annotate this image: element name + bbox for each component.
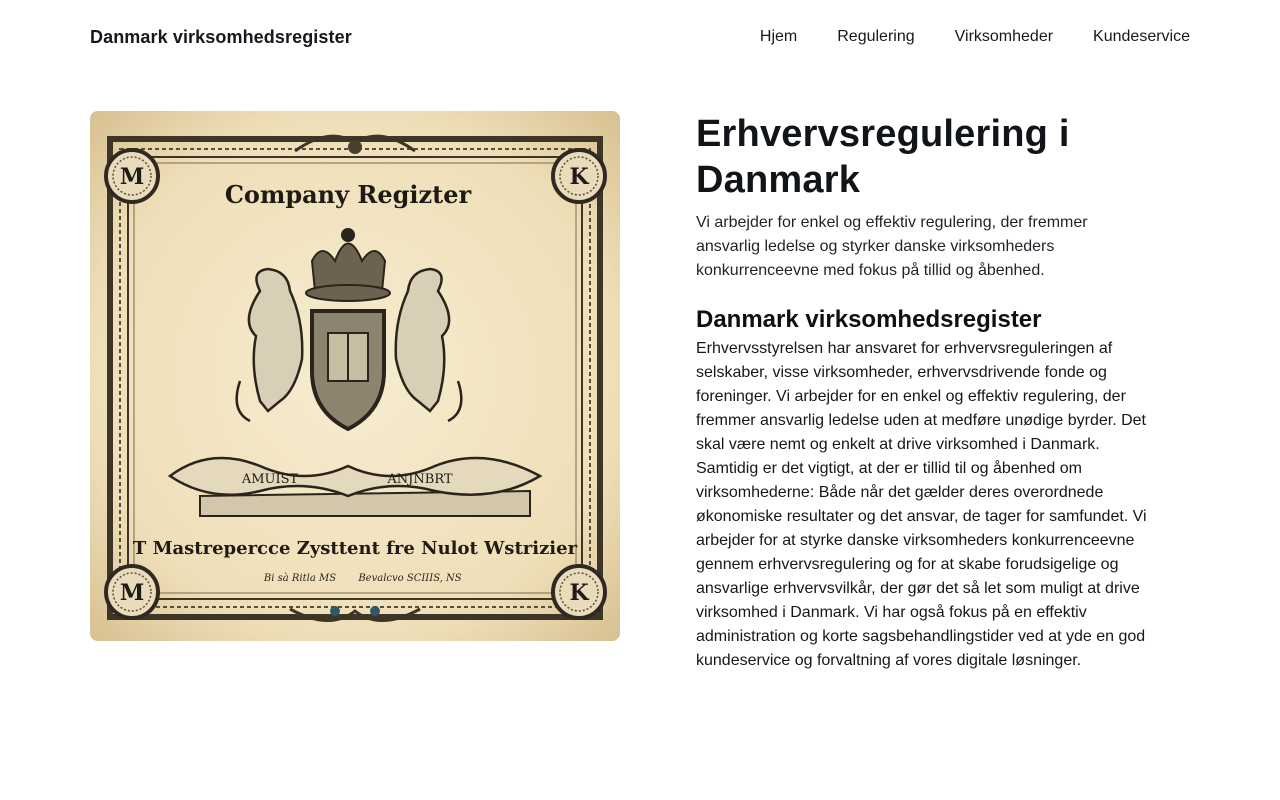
site-brand[interactable]: Danmark virksomhedsregister <box>90 26 352 47</box>
svg-text:K: K <box>569 580 589 606</box>
nav-link-virksomheder[interactable]: Virksomheder <box>954 28 1054 45</box>
svg-text:ANJNBRT: ANJNBRT <box>387 472 453 487</box>
section-title: Danmark virksomhedsregister <box>696 306 1042 333</box>
main-nav <box>720 28 1190 46</box>
nav-link-hjem[interactable]: Hjem <box>759 28 798 45</box>
section-body: Erhvervsstyrelsen har ansvaret for erhvervsreguleringen af selskaber, visse virksomheder, erhvervsdrivende fonde og foreninger. Vi arbejder for en enkel og effektiv regulering, der fremmer ansvarlig ledelse uden at medføre unødige byrder. Det skal være nemt og enkelt at drive virksomhed i Danmark. Samtidig er det vigtigt, at der er tillid til og åbenhed om virksomhederne: Både når det gælder deres overordnede økonomiske resultater og det ansvar, de tager for samfundet. Vi arbejder for at styrke danske virksomheders konkurrenceevne gennem erhvervsregulering og for at skabe forudsigelige og ansvarlige erhvervsvilkår, der gør det så let som muligt at drive virksomhed i Danmark. Vi har også fokus på en effektiv administration og korte sagsbehandlingstider ved at yde en god kundeservice og forvaltning af vores digitale løsninger. <box>696 340 1147 669</box>
lead-paragraph: Vi arbejder for enkel og effektiv regulering, der fremmer ansvarlig ledelse og styrker danske virksomheders konkurrenceevne med fokus på tillid og åbenhed. <box>696 214 1088 279</box>
svg-text:K: K <box>569 164 589 190</box>
certificate-crest-image <box>90 111 620 641</box>
svg-text:Company Regizter: Company Regizter <box>224 180 472 209</box>
svg-text:M: M <box>119 580 145 606</box>
svg-text:Bevalcvo SCIIIS, NS: Bevalcvo SCIIIS, NS <box>358 573 462 584</box>
site-header <box>90 0 1190 74</box>
page-title: Erhvervsregulering i Danmark <box>696 113 1070 201</box>
svg-text:M: M <box>119 164 145 190</box>
main-content <box>696 111 1152 673</box>
svg-text:Bi sà Ritla MS: Bi sà Ritla MS <box>263 573 337 584</box>
nav-link-regulering[interactable]: Regulering <box>837 28 915 45</box>
nav-link-kundeservice[interactable]: Kundeservice <box>1093 28 1190 45</box>
svg-text:AMUIST: AMUIST <box>241 472 299 487</box>
svg-text:T Mastrepercce Zysttent fre Nu: T Mastrepercce Zysttent fre Nulot Wstrizier <box>132 538 578 559</box>
